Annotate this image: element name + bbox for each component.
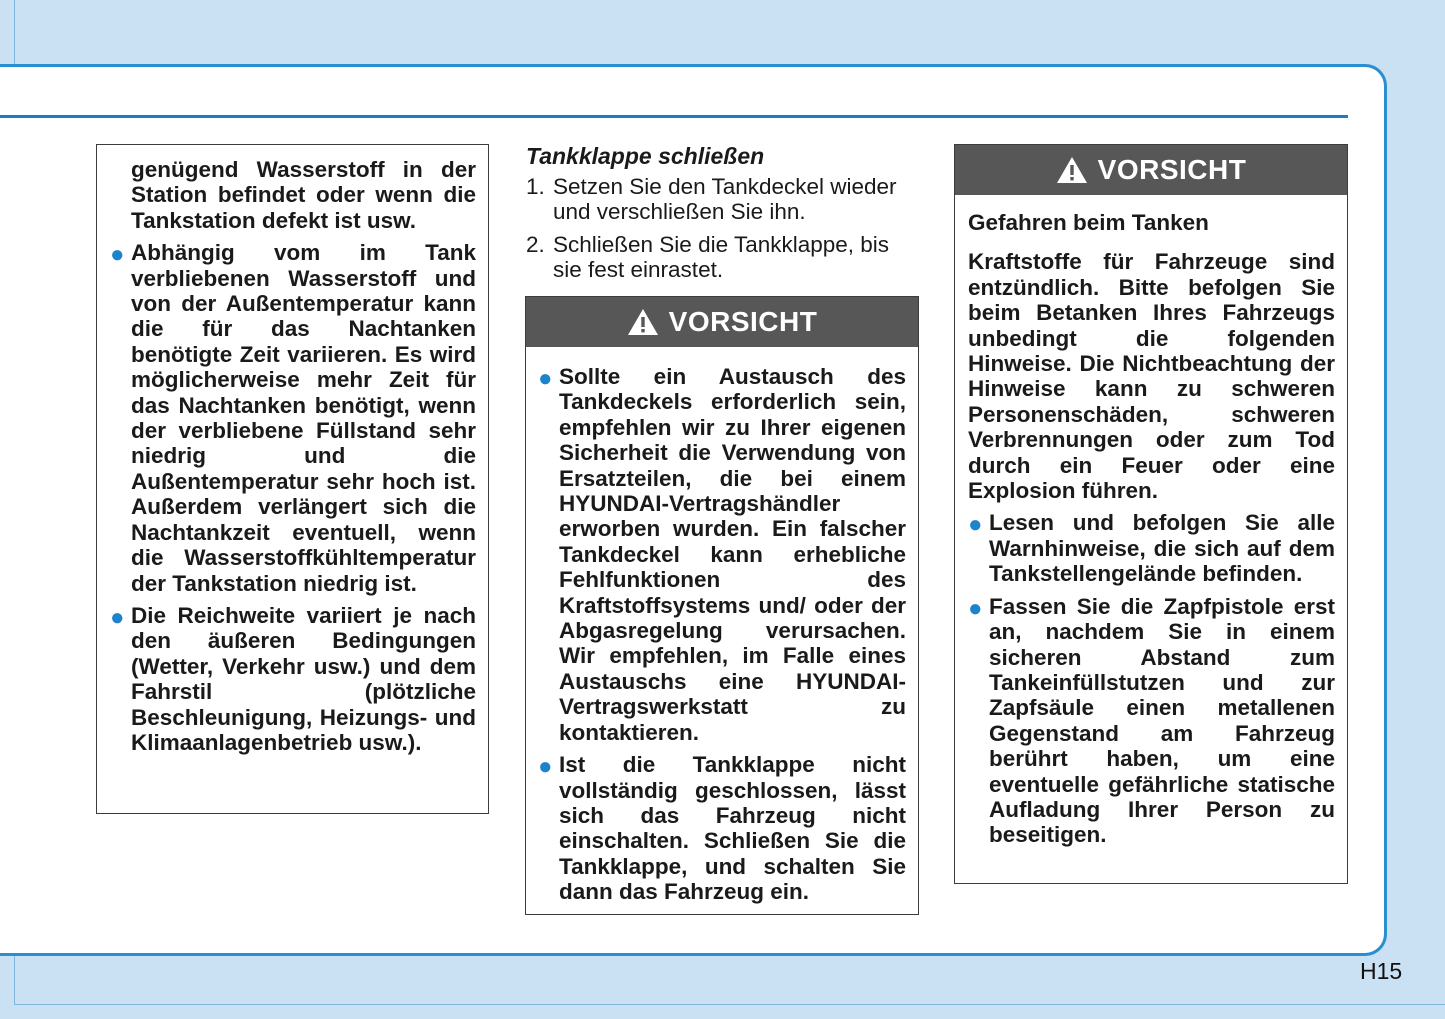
bullet-icon: ● [968,511,983,539]
bullet-text: Abhängig vom im Tank verbliebenen Wasserstoff und von der Außentemperatur kann die für das Nachtanken benötigte Zeit variieren. Es wird möglicherweise mehr Zeit für das Nachtanken benötigt, wenn der verbliebene Füllstand sehr niedrig und die Außentemperatur sehr hoch ist. Außerdem verlängert sich die Nachtankzeit eventuell, wenn die Wasserstoffkühltemperatur der Tankstation niedrig ist. [131,240,476,596]
caution-paragraph: Kraftstoffe für Fahrzeuge sind entzündlich. Bitte befolgen Sie beim Betanken Ihres Fahrzeugs unbedingt die folgenden Hinweise. Die Nichtbeachtung der Hinweise kann zu schweren Personenschäden, schweren Verbrennungen oder zum Tod durch ein Feuer oder eine Explosion führen. [968,249,1335,504]
caution-subheading: Gefahren beim Tanken [968,210,1209,235]
bullet-icon: ● [538,753,553,781]
steps-list [526,174,920,283]
left-intro-text: genügend Wasserstoff in der Station befindet oder wenn die Tankstation defekt ist usw. [131,157,476,233]
warning-triangle-icon [1056,156,1088,184]
middle-column [526,142,920,283]
bullet-text: Die Reichweite variiert je nach den äußeren Bedingungen (Wetter, Verkehr usw.) und dem Fahrstil (plötzliche Beschleunigung, Heizungs- und Klimaanlagenbetrieb usw.). [131,602,476,755]
page-frame-bottom-line [14,1004,1445,1005]
list-item [968,593,1335,848]
header-rule [0,115,1348,118]
warning-triangle-icon [627,308,659,336]
caution-bullet-list [538,364,906,905]
step-number: 1. [526,174,545,199]
list-item [110,240,476,596]
caution-title: VORSICHT [668,306,818,337]
list-item [526,174,920,225]
bullet-icon: ● [968,594,983,622]
left-bullet-list [110,240,476,755]
list-item [110,602,476,755]
list-item [538,364,906,745]
caution-header [955,145,1347,195]
left-continuation-box [96,144,489,814]
caution-header [526,297,918,347]
section-heading: Tankklappe schließen [526,143,765,169]
bullet-icon: ● [538,365,553,392]
bullet-text: Ist die Tankklappe nicht vollständig geschlossen, lässt sich das Fahrzeug nicht einschalten. Schließen Sie die Tankklappe, und schalten Sie dann das Fahrzeug ein. [559,752,906,905]
bullet-text: Sollte ein Austausch des Tankdeckels erforderlich sein, empfehlen wir zu Ihrer eigenen Sicherheit die Verwendung von Ersatzteilen, die bei einem HYUNDAI-Vertragshändler erworben wurden. Ein falscher Tankdeckel kann erhebliche Fehlfunktionen des Kraftstoffsystems und/ oder der Abgasregelung verursachen. Wir empfehlen, im Falle eines Austauschs eine HYUNDAI-Vertragswerkstatt zu kontaktieren. [559,364,906,745]
bullet-text: Fassen Sie die Zapfpistole erst an, nachdem Sie in einem sicheren Abstand zum Tankeinfüllstutzen und zur Zapfsäule einen metallenen Gegenstand am Fahrzeug berührt haben, um eine eventuelle gefährliche statische Aufladung Ihrer Person zu beseitigen. [989,593,1335,848]
bullet-icon: ● [110,603,125,631]
right-caution-content [968,210,1335,848]
page-number: H15 [1360,958,1403,984]
bullet-icon: ● [110,241,125,269]
caution-title: VORSICHT [1097,154,1247,185]
middle-caution-box [525,296,919,915]
step-text: Setzen Sie den Tankdeckel wieder und verschließen Sie ihn. [553,174,897,225]
bullet-text: Lesen und befolgen Sie alle Warnhinweise, die sich auf dem Tankstellengelände befinden. [989,510,1335,587]
left-box-content [110,157,476,755]
list-item [968,510,1335,587]
step-text: Schließen Sie die Tankklappe, bis sie fest einrastet. [553,231,890,283]
list-item [526,232,920,283]
step-number: 2. [526,231,545,257]
list-item [538,752,906,905]
right-caution-box [954,144,1348,884]
caution-bullet-list [968,510,1335,848]
